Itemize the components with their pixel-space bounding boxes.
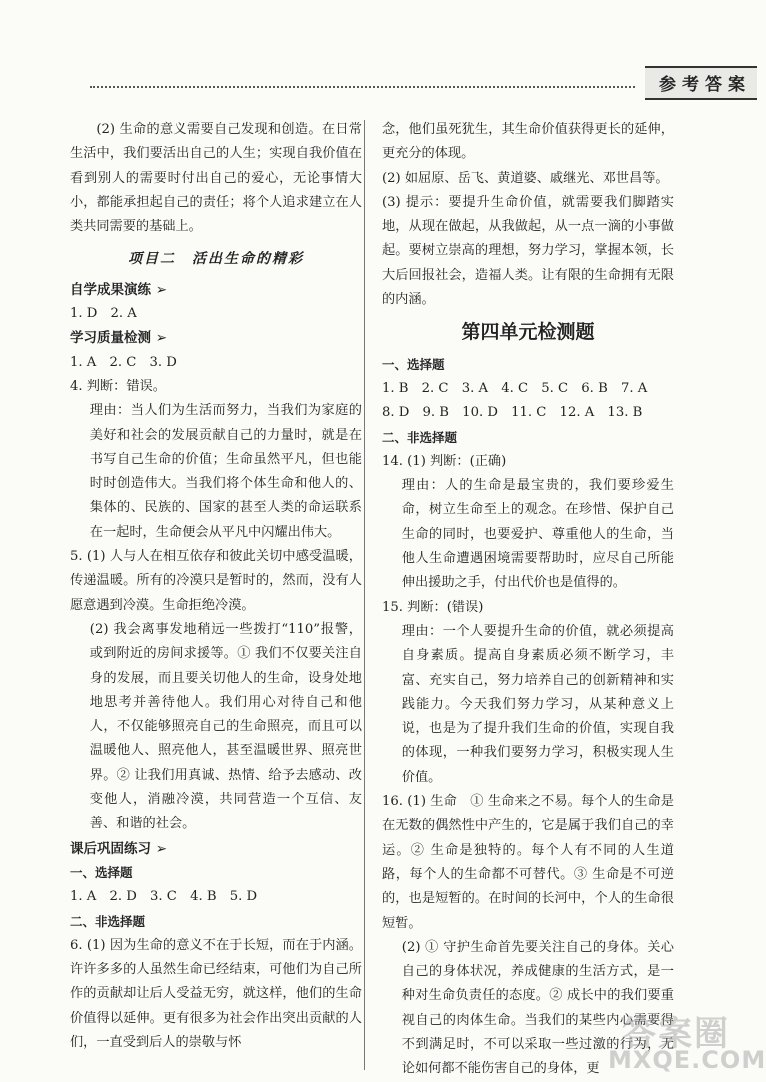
- answer-line: 1. D 2. A: [70, 306, 137, 322]
- project-title: 项目二 活出生命的精彩: [128, 251, 304, 268]
- answer-body: 念，他们虽死犹生，其生命价值获得更长的延伸，更充分的体现。: [382, 122, 674, 162]
- sub-heading: 一、选择题: [70, 864, 133, 880]
- section-heading: 学习质量检测 ➢: [70, 330, 168, 347]
- arrow-icon: ➢: [155, 281, 168, 298]
- sub-heading: 二、非选择题: [382, 429, 458, 445]
- answer-line: 1. B 2. C 3. A 4. C 5. C 6. B 7. A: [382, 380, 648, 396]
- answer-body: 6. (1) 因为生命的意义不在于长短，而在于内涵。许许多多的人虽然生命已经结束，可他们为自己所作的贡献却让后人受益无穷，就这样，他们的生命价值得以延伸。更有很多为社会作出突出贡献的人们，一直受到后人的崇敬与怀: [70, 937, 362, 1050]
- arrow-icon: ➢: [155, 840, 168, 857]
- arrow-icon: ➢: [155, 330, 168, 347]
- answer-body: 理由：一个人要提升生命的价值，就必须提高自身素质。提高自身素质必须不断学习，丰富、充实自己，努力培养自己的创新精神和实践能力。今天我们努力学习，从某种意义上说，也是为了提升我们生命的价值，实现自我的体现，一种我们要努力学习，积极实现人生价值。: [401, 623, 674, 785]
- column-divider: [364, 120, 365, 1070]
- watermark-text: 答案圈: [622, 1014, 730, 1054]
- answer-line: 1. A 2. C 3. D: [70, 354, 177, 370]
- question-line: 14. (1) 判断：(正确): [382, 453, 507, 469]
- dotted-rule: [90, 86, 635, 88]
- answer-body: 5. (1) 人与人在相互依存和彼此关切中感受温暖，传递温暖。所有的冷漠只是暂时的，然而，没有人愿意遇到冷漠。生命拒绝冷漠。: [70, 549, 362, 613]
- right-column: [382, 118, 674, 1082]
- paragraph: (2) 生命的意义需要自己发现和创造。在日常生活中，我们要活出自己的人生；实现自我价值在看到别人的需要时付出自己的爱心，无论事情大小，都能承担起自己的责任；将个人追求建立在人类共同需要的基础上。: [70, 122, 362, 235]
- left-column: [70, 118, 362, 1055]
- unit-title: 第四单元检测题: [461, 321, 595, 344]
- answer-body: (2) 我会离事发地稍远一些拨打“110”报警，或到附近的房间求援等。① 我们不仅要关注自身的发展，而且要关切他人的生命，设身处地地思考并善待他人。我们用心对待自己和他人，不仅能够照亮自己的生命照亮，而且可以温暖他人、照亮他人，甚至温暖世界、照亮世界。② 让我们用真诚、热情、给予去感动、改变他人，消融冷漠，共同营造一个互信、友善、和谐的社会。: [89, 621, 362, 832]
- answer-body: (2) 如屈原、岳飞、黄道婆、戚继光、邓世昌等。: [382, 170, 669, 186]
- question-line: 15. 判断：(错误): [382, 599, 484, 615]
- sub-heading: 二、非选择题: [70, 913, 146, 929]
- page-header: [0, 0, 750, 110]
- answer-line: 1. A 2. D 3. C 4. B 5. D: [70, 889, 258, 905]
- answer-line: 8. D 9. B 10. D 11. C 12. A 13. B: [382, 405, 643, 421]
- answer-body: 理由：当人们为生活而努力，当我们为家庭的美好和社会的发展贡献自己的力量时，就是在书写自己生命的价值；生命虽然平凡，但也能时时创造伟大。当我们将个体生命和他人的、集体的、民族的、国家的甚至人类的命运联系在一起时，生命便会从平凡中闪耀出伟大。: [89, 403, 362, 540]
- watermark-logo: [600, 1002, 766, 1080]
- answer-body: 16. (1) 生命 ① 生命来之不易。每个人的生命是在无数的偶然性中产生的，它是属于我们自己的幸运。② 生命是独特的。每个人有不同的人生道路，每个人的生命都不可替代。③ 生命是不可逆的，也是短暂的。在时间的长河中，个人的生命很短暂。: [382, 794, 674, 931]
- section-heading: 自学成果演练 ➢: [70, 281, 168, 298]
- answer-body: 理由：人的生命是最宝贵的，我们要珍爱生命，树立生命至上的观念。在珍惜、保护自己生命的同时，也要爱护、尊重他人的生命，当他人生命遭遇困境需要帮助时，应尽自己所能伸出援助之手，付出代价也是值得的。: [401, 478, 674, 591]
- section-heading: 课后巩固练习 ➢: [70, 840, 168, 857]
- answer-body: (3) 提示：要提升生命价值，就需要我们脚踏实地，从现在做起，从我做起，从一点一滴的小事做起。要树立崇高的理想，努力学习，掌握本领，长大后回报社会，造福人类。让有限的生命拥有无限的内涵。: [382, 194, 674, 308]
- section-tab: 参考答案: [645, 66, 757, 100]
- sub-heading: 一、选择题: [382, 356, 445, 372]
- answer-body: (2) ① 守护生命首先要关注自己的身体。关心自己的身体状况，养成健康的生活方式，是一种对生命负责任的态度。② 成长中的我们要重视自己的肉体生命。当我们的某些内心需要得不到满足时，不可以采取一些过激的行为，无论如何都不能伤害自己的身体，更: [401, 939, 674, 1077]
- question-line: 4. 判断：错误。: [70, 378, 166, 394]
- watermark-url: MXQE.COM: [608, 1046, 766, 1074]
